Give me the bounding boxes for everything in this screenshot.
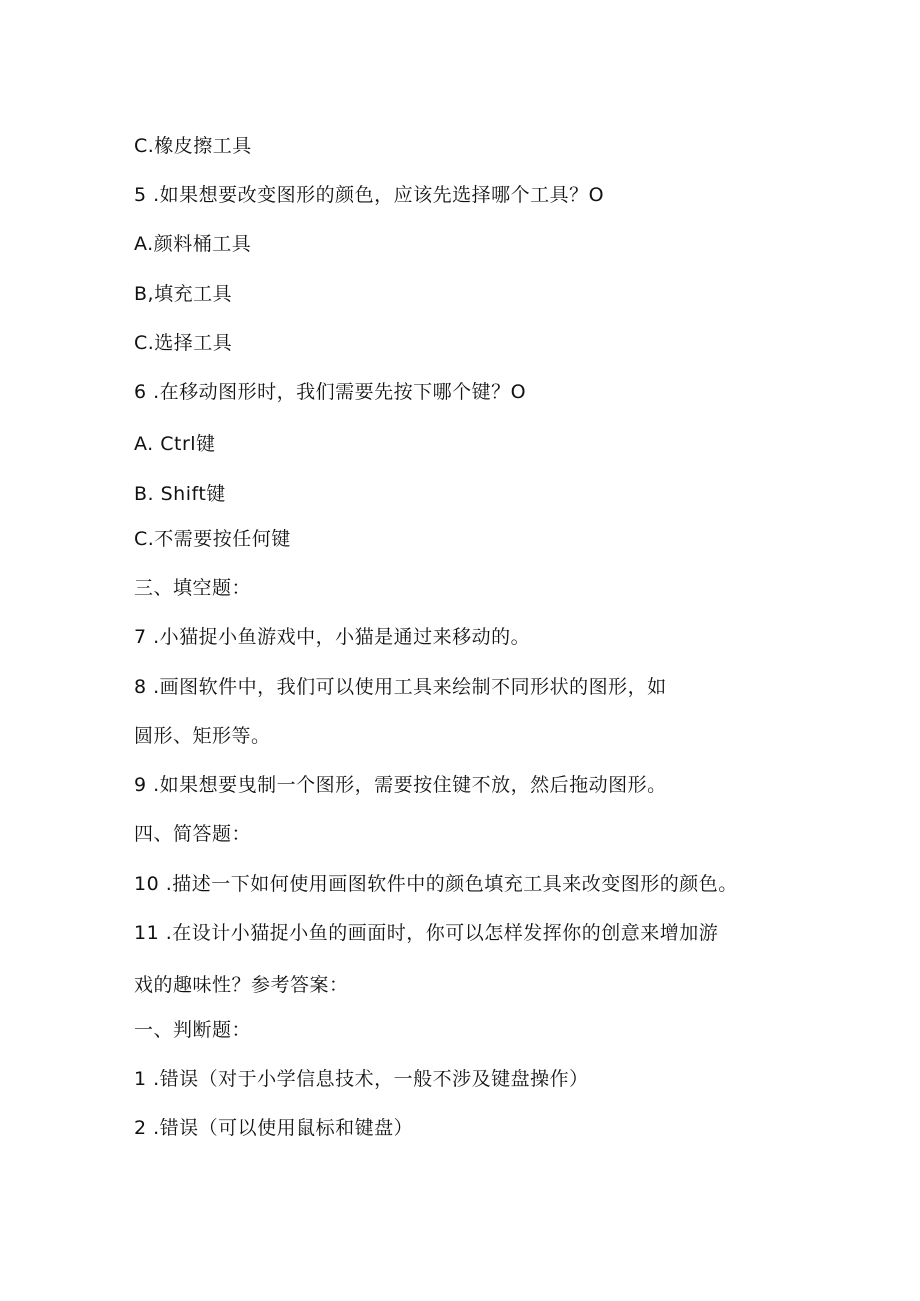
question-5: 5 .如果想要改变图形的颜色，应该先选择哪个工具？O — [134, 184, 605, 206]
option-b-shift-key: B. Shift键 — [134, 483, 226, 505]
question-6: 6 .在移动图形时，我们需要先按下哪个键？O — [134, 381, 527, 403]
option-a-ctrl-key: A. Ctrl键 — [134, 433, 216, 455]
answer-1: 1 .错误（对于小学信息技术，一般不涉及键盘操作） — [134, 1068, 589, 1090]
question-8: 8 .画图软件中，我们可以使用工具来绘制不同形状的图形，如 — [134, 676, 667, 698]
question-7: 7 .小猫捉小鱼游戏中，小猫是通过来移动的。 — [134, 626, 531, 648]
option-c-no-key: C.不需要按任何键 — [134, 528, 291, 550]
question-8-continued: 圆形、矩形等。 — [134, 725, 271, 747]
option-c-eraser-tool: C.橡皮擦工具 — [134, 135, 252, 157]
option-c-select-tool: C.选择工具 — [134, 332, 233, 354]
question-11-continued: 戏的趣味性？参考答案： — [134, 974, 349, 996]
question-10: 10 .描述一下如何使用画图软件中的颜色填充工具来改变图形的颜色。 — [134, 873, 738, 895]
question-9: 9 .如果想要曳制一个图形，需要按住键不放，然后拖动图形。 — [134, 774, 667, 796]
section-heading-true-false: 一、判断题： — [134, 1019, 252, 1041]
answer-2: 2 .错误（可以使用鼠标和键盘） — [134, 1117, 414, 1139]
section-heading-fill-in-blanks: 三、填空题： — [134, 577, 252, 599]
section-heading-short-answer: 四、简答题： — [134, 823, 252, 845]
option-b-fill-tool: B,填充工具 — [134, 283, 233, 305]
question-11: 11 .在设计小猫捉小鱼的画面时，你可以怎样发挥你的创意来增加游 — [134, 922, 719, 944]
option-a-paint-bucket-tool: A.颜料桶工具 — [134, 233, 252, 255]
